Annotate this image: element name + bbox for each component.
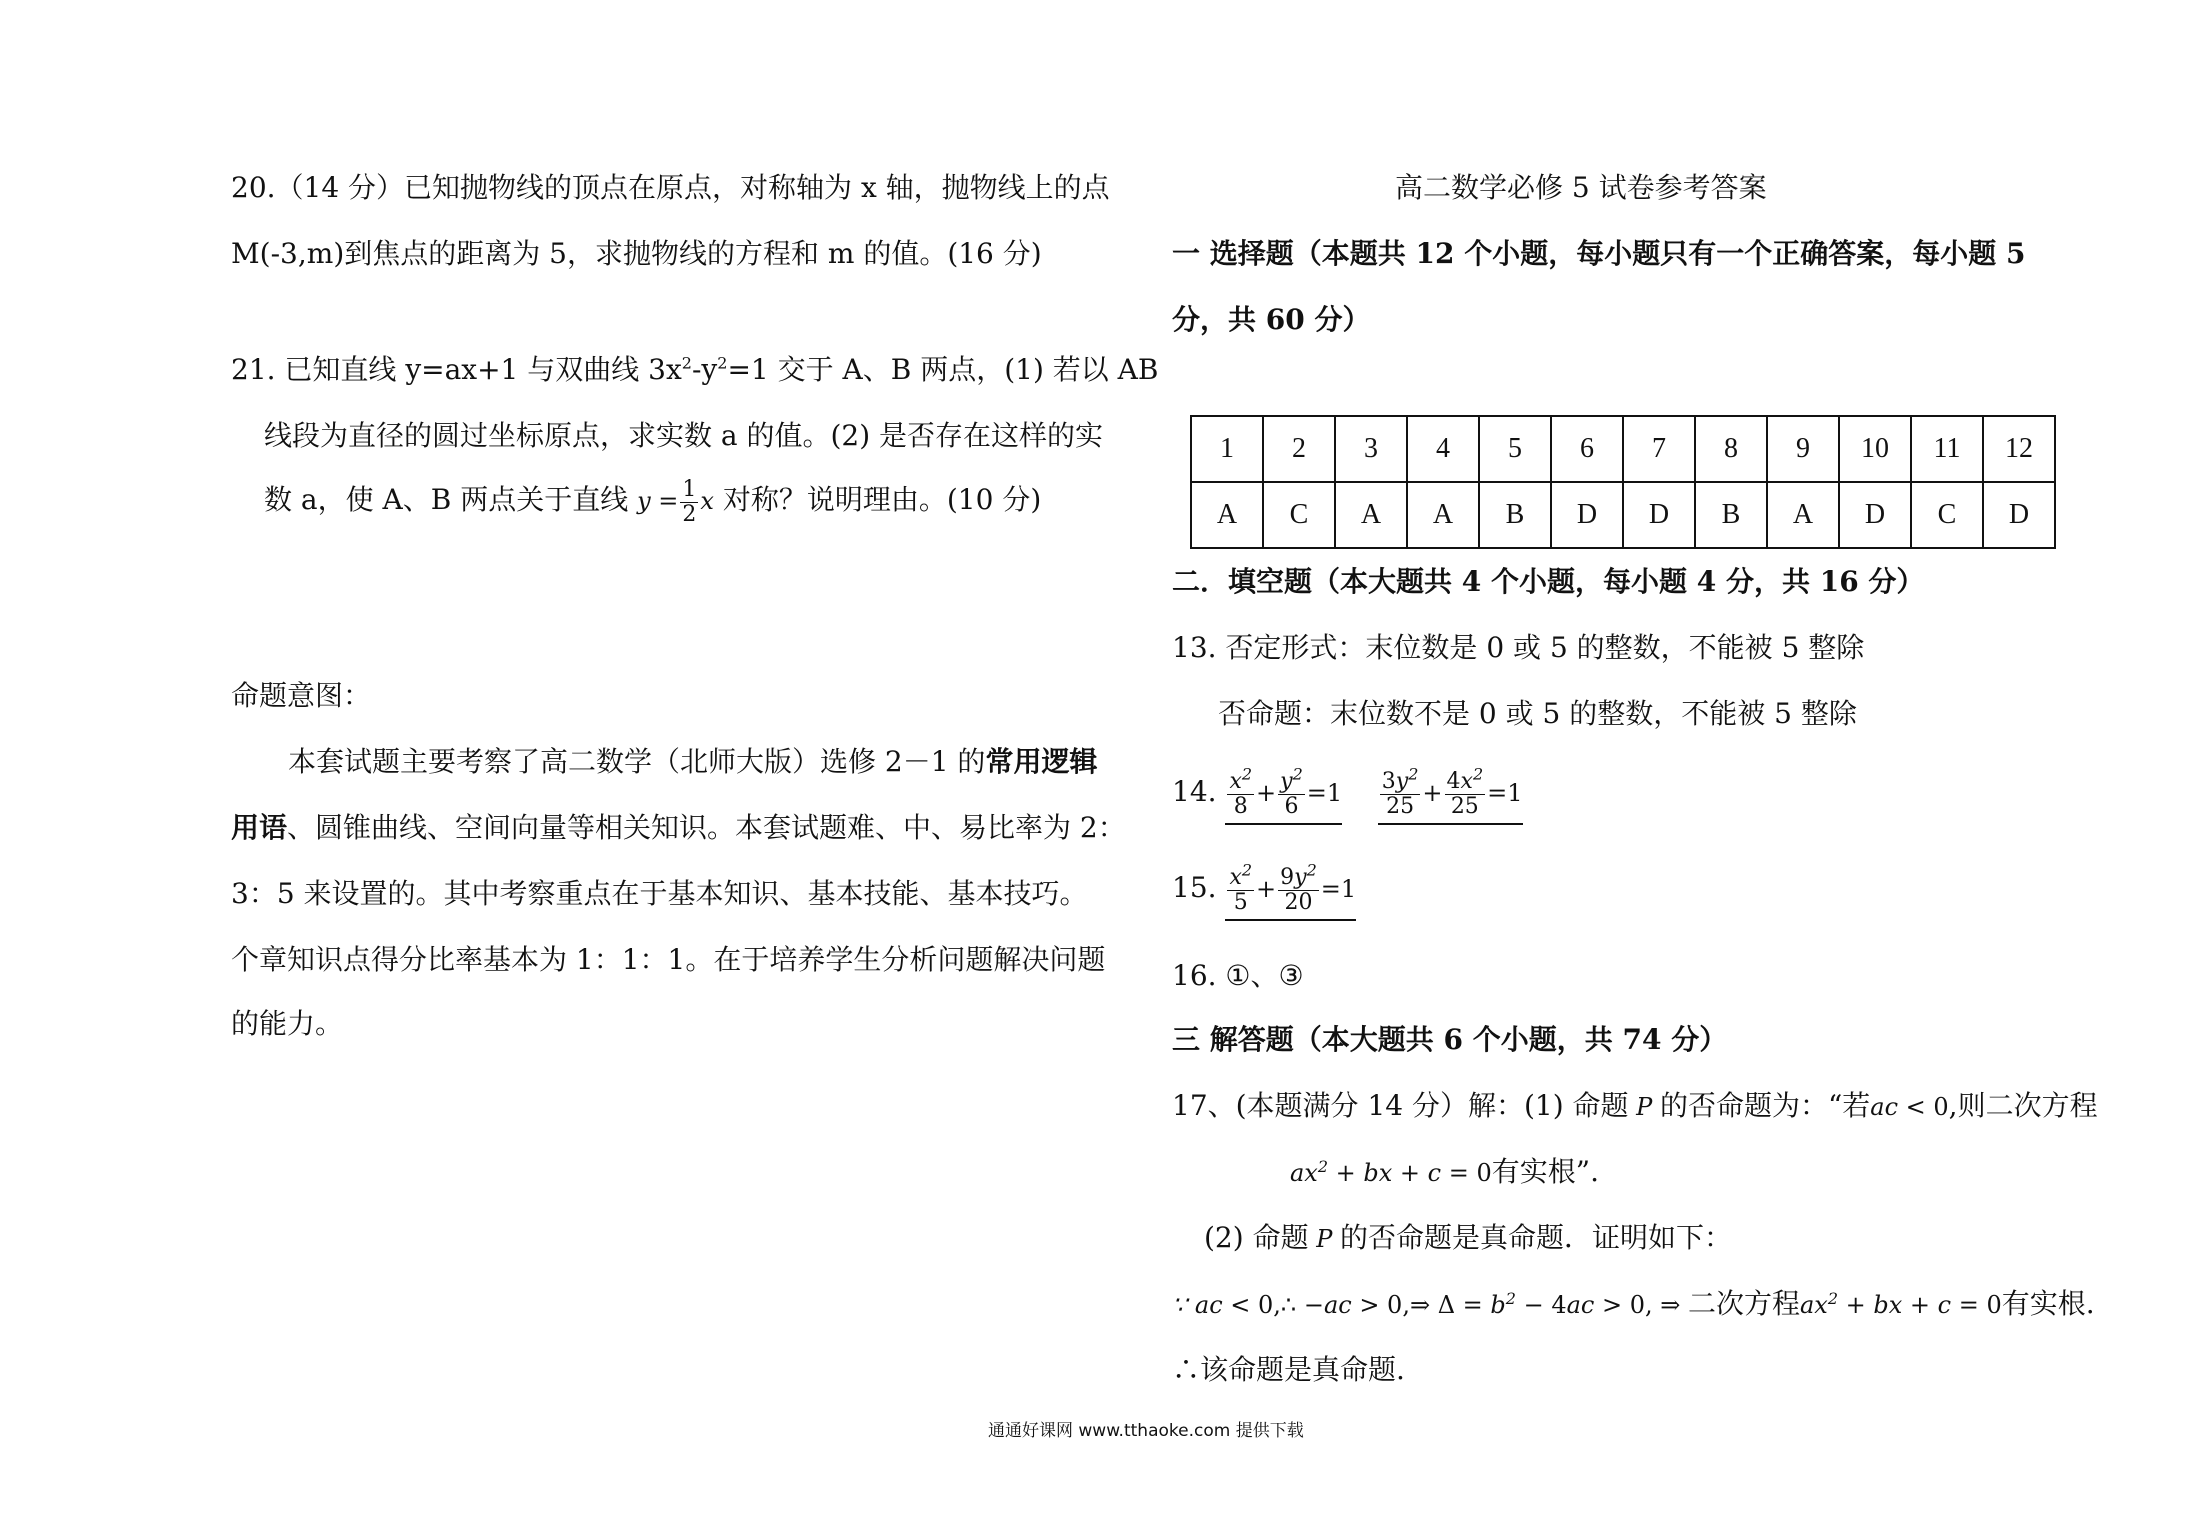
table-cell: A [1407, 482, 1479, 548]
table-cell: D [1839, 482, 1911, 548]
intent-line4: 个章知识点得分比率基本为 1：1：1。在于培养学生分析问题解决问题 [231, 943, 1106, 976]
q20-line2: M(-3,m)到焦点的距离为 5，求抛物线的方程和 m 的值。(16 分) [231, 237, 1042, 270]
section2-title: 二．填空题（本大题共 4 个小题，每小题 4 分，共 16 分） [1172, 565, 1925, 598]
q17-line5: ∴该命题是真命题. [1172, 1353, 1405, 1386]
table-cell: A [1191, 482, 1263, 548]
q14-equation-2: $\frac{3y^2}{25}$ + $\frac{4x^2}{25}$ =1 [1378, 770, 1523, 825]
table-cell: 2 [1263, 416, 1335, 482]
q20-line1: 20.（14 分）已知抛物线的顶点在原点，对称轴为 x 轴，抛物线上的点 [231, 171, 1110, 204]
table-cell: 1 [1191, 416, 1263, 482]
table-cell: D [1623, 482, 1695, 548]
table-cell: 7 [1623, 416, 1695, 482]
table-cell: A [1767, 482, 1839, 548]
table-cell: A [1335, 482, 1407, 548]
q14-answer: 14. $\frac{x^2}{8}$ + $\frac{y^2}{6}$ =1 $\frac{3y^2}{25}$ + $\frac{4x^2}{25}$ =1 [1172, 770, 1523, 825]
q17-line4: ∵ ac < 0,∴ −ac > 0,⇒ $\Delta = b^2 - 4ac > 0$, ⇒ 二次方程$ax^2$ + bx + c = 0有实根. [1172, 1287, 2095, 1320]
intent-line1: 本套试题主要考察了高二数学（北师大版）选修 2－1 的常用逻辑 [288, 745, 1098, 778]
footer: 通通好课网 www.tthaoke.com 提供下载 [988, 1421, 1304, 1441]
intent-line5: 的能力。 [231, 1007, 344, 1040]
table-cell: 11 [1911, 416, 1983, 482]
table-cell: D [1551, 482, 1623, 548]
table-cell: B [1479, 482, 1551, 548]
table-cell: 12 [1983, 416, 2055, 482]
section1-line1: 一 选择题（本题共 12 个小题，每小题只有一个正确答案，每小题 5 [1172, 237, 2026, 270]
intent-line3: 3：5 来设置的。其中考察重点在于基本知识、基本技能、基本技巧。 [231, 877, 1088, 910]
q21-line2: 线段为直径的圆过坐标原点，求实数 a 的值。(2) 是否存在这样的实 [264, 419, 1104, 452]
q21-line3: 数 a，使 A、B 两点关于直线 y = $\frac{1}{2}$ x 对称？说明理由。(10 分) [264, 477, 1042, 527]
table-cell: 4 [1407, 416, 1479, 482]
q21-line1: 21. 已知直线 y=ax+1 与双曲线 $3x^2-y^2=1$ 交于 A、B 两点，(1) 若以 AB [231, 353, 1159, 386]
table-cell: 8 [1695, 416, 1767, 482]
table-cell: 10 [1839, 416, 1911, 482]
table-cell: C [1263, 482, 1335, 548]
table-row-answers [1191, 482, 2055, 548]
answer-title: 高二数学必修 5 试卷参考答案 [1395, 171, 1767, 204]
line-equation: y = $\frac{1}{2}$ x [637, 477, 714, 527]
table-cell: 5 [1479, 416, 1551, 482]
q16-answer: 16. ①、③ [1172, 959, 1304, 992]
intent-title: 命题意图： [231, 679, 372, 712]
q17-line3: (2) 命题 P 的否命题是真命题．证明如下： [1204, 1221, 1732, 1254]
q15-equation: $\frac{x^2}{5}$ + $\frac{9y^2}{20}$ =1 [1225, 866, 1356, 921]
table-cell: 9 [1767, 416, 1839, 482]
q14-equation-1: $\frac{x^2}{8}$ + $\frac{y^2}{6}$ =1 [1225, 770, 1342, 825]
table-cell: D [1983, 482, 2055, 548]
table-cell: C [1911, 482, 1983, 548]
q13-line2: 否命题：末位数不是 0 或 5 的整数，不能被 5 整除 [1218, 697, 1857, 730]
q13-line1: 13. 否定形式：末位数是 0 或 5 的整数，不能被 5 整除 [1172, 631, 1865, 664]
table-row-numbers [1191, 416, 2055, 482]
section3-title: 三 解答题（本大题共 6 个小题，共 74 分） [1172, 1023, 1728, 1056]
table-cell: 3 [1335, 416, 1407, 482]
answer-table [1190, 415, 2056, 549]
table-cell: B [1695, 482, 1767, 548]
section1-line2: 分，共 60 分） [1172, 303, 1371, 336]
intent-line2: 用语、圆锥曲线、空间向量等相关知识。本套试题难、中、易比率为 2： [231, 811, 1126, 844]
q17-line2: $ax^2$ + bx + c = 0有实根”. [1290, 1155, 1599, 1188]
table-cell: 6 [1551, 416, 1623, 482]
q17-line1: 17、(本题满分 14 分）解：(1) 命题 P 的否命题为：“若ac < 0,则二次方程 [1172, 1089, 2098, 1122]
q15-answer: 15. $\frac{x^2}{5}$ + $\frac{9y^2}{20}$ =1 [1172, 866, 1356, 921]
